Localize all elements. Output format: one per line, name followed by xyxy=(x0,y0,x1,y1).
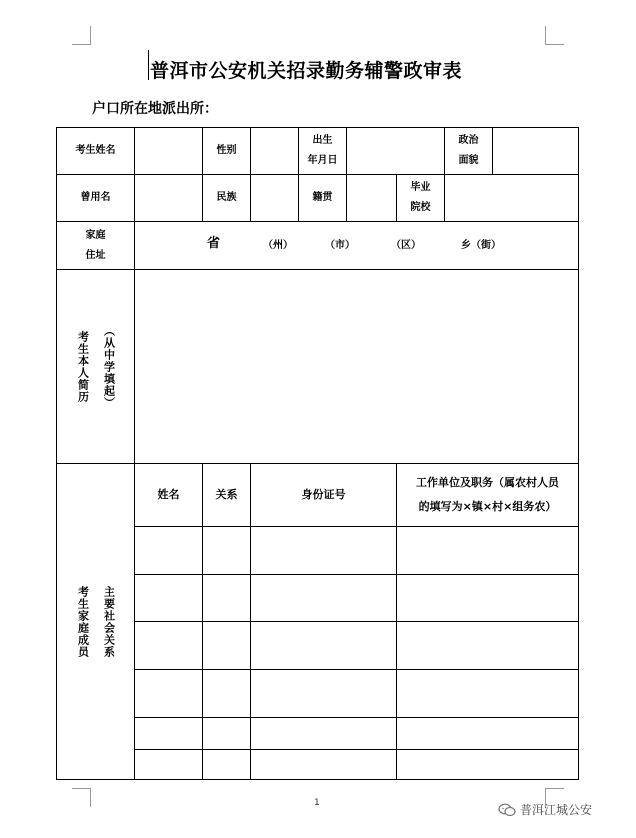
field-resume[interactable] xyxy=(135,270,579,464)
cell-id-number[interactable] xyxy=(251,750,397,780)
label-family-members xyxy=(57,464,135,780)
row-home-address xyxy=(57,222,579,270)
police-station-label: 户口所在地派出所： xyxy=(92,101,218,117)
cell-member-name[interactable] xyxy=(135,718,203,750)
review-form-table xyxy=(56,127,579,780)
cell-relation[interactable] xyxy=(203,527,251,575)
field-name[interactable] xyxy=(135,128,203,175)
cell-work-unit[interactable] xyxy=(397,527,579,575)
field-native-place[interactable] xyxy=(347,175,397,222)
cell-member-name[interactable] xyxy=(135,527,203,575)
family-row xyxy=(57,750,579,780)
field-gender[interactable] xyxy=(251,128,299,175)
family-row xyxy=(57,622,579,670)
cell-relation[interactable] xyxy=(203,622,251,670)
resume-label-main: 考生本人简历 xyxy=(76,330,90,403)
family-row xyxy=(57,718,579,750)
header-id-number: 身份证号 xyxy=(251,464,397,527)
cell-member-name[interactable] xyxy=(135,670,203,718)
cell-work-unit[interactable] xyxy=(397,575,579,622)
address-township: 乡（街） xyxy=(461,240,501,251)
cell-relation[interactable] xyxy=(203,750,251,780)
row-resume xyxy=(57,270,579,464)
label-ethnicity: 民族 xyxy=(203,175,251,222)
address-district: （区） xyxy=(391,240,421,251)
row-basic-info xyxy=(57,128,579,175)
label-native-place: 籍贯 xyxy=(299,175,347,222)
field-political-status[interactable] xyxy=(493,128,579,175)
cell-work-unit[interactable] xyxy=(397,718,579,750)
header-member-name: 姓名 xyxy=(135,464,203,527)
chat-bubbles-icon xyxy=(498,803,516,817)
cell-member-name[interactable] xyxy=(135,575,203,622)
crop-mark-top-right xyxy=(545,26,564,45)
family-label-main: 考生家庭成员 xyxy=(76,585,90,658)
family-label-relations: 主要社会关系 xyxy=(102,585,116,658)
label-home-address: 家庭 住址 xyxy=(57,222,135,270)
address-prefecture: （州） xyxy=(263,240,293,251)
cell-id-number[interactable] xyxy=(251,718,397,750)
crop-mark-top-left xyxy=(72,26,91,45)
field-birth-date[interactable] xyxy=(347,128,445,175)
cell-relation[interactable] xyxy=(203,718,251,750)
label-resume xyxy=(57,270,135,464)
cell-member-name[interactable] xyxy=(135,750,203,780)
cell-id-number[interactable] xyxy=(251,670,397,718)
label-gender: 性别 xyxy=(203,128,251,175)
cell-id-number[interactable] xyxy=(251,575,397,622)
address-province: 省 xyxy=(207,236,221,251)
header-work-unit: 工作单位及职务（属农村人员 的填写为×镇×村×组务农） xyxy=(397,464,579,527)
family-row xyxy=(57,670,579,718)
cell-id-number[interactable] xyxy=(251,622,397,670)
watermark xyxy=(498,801,592,818)
watermark-text: 普洱江城公安 xyxy=(520,803,593,817)
family-row xyxy=(57,527,579,575)
cell-id-number[interactable] xyxy=(251,527,397,575)
label-political-status: 政治 面貌 xyxy=(445,128,493,175)
page-number: 1 xyxy=(314,798,320,808)
document-title: 普洱市公安机关招录勤务辅警政审表 xyxy=(150,60,463,82)
resume-label-note: （从中学填起） xyxy=(102,324,116,409)
field-former-name[interactable] xyxy=(135,175,203,222)
address-city: （市） xyxy=(325,240,355,251)
cell-relation[interactable] xyxy=(203,670,251,718)
field-graduate-school[interactable] xyxy=(445,175,579,222)
label-name: 考生姓名 xyxy=(57,128,135,175)
label-birth-date: 出生 年月日 xyxy=(299,128,347,175)
cell-member-name[interactable] xyxy=(135,622,203,670)
label-former-name: 曾用名 xyxy=(57,175,135,222)
row-personal-info xyxy=(57,175,579,222)
field-home-address[interactable] xyxy=(135,222,579,270)
family-row xyxy=(57,575,579,622)
header-relation: 关系 xyxy=(203,464,251,527)
cell-relation[interactable] xyxy=(203,575,251,622)
field-ethnicity[interactable] xyxy=(251,175,299,222)
cell-work-unit[interactable] xyxy=(397,670,579,718)
cell-work-unit[interactable] xyxy=(397,750,579,780)
row-family-header xyxy=(57,464,579,527)
cell-work-unit[interactable] xyxy=(397,622,579,670)
text-cursor xyxy=(148,50,149,80)
label-graduate-school: 毕业 院校 xyxy=(397,175,445,222)
crop-mark-bottom-left xyxy=(72,788,91,807)
